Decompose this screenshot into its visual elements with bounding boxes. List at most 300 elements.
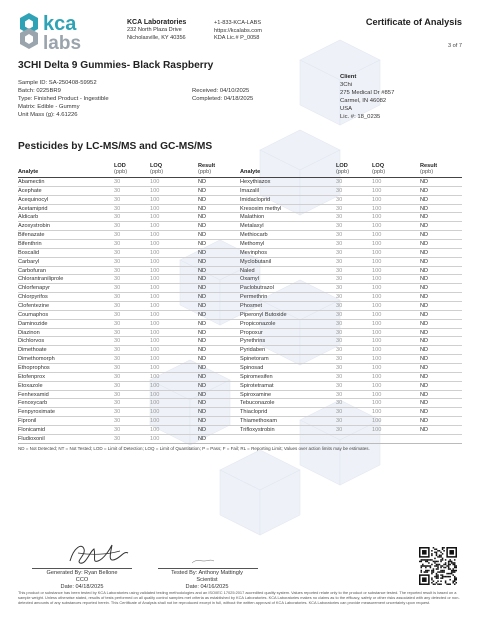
right-lod-cell: 30: [336, 329, 343, 336]
right-result-cell: ND: [420, 294, 429, 301]
left-lod-cell: 30: [114, 356, 121, 363]
left-lod-cell: 30: [114, 223, 121, 230]
right-analyte-cell: Permethrin: [240, 294, 268, 301]
table-row: [18, 311, 462, 320]
right-result-cell: ND: [420, 232, 429, 239]
header-analyte-right: Analyte: [240, 169, 261, 176]
left-loq-cell: 100: [150, 205, 160, 212]
received-date: Received: 04/10/2025: [192, 88, 250, 94]
signature-block-left: [27, 570, 137, 592]
right-loq-cell: 100: [372, 179, 382, 185]
client-license: Lic. #: 18_0235: [340, 113, 381, 120]
right-result-cell: ND: [420, 267, 429, 274]
table-row: [18, 249, 462, 258]
right-result-cell: ND: [420, 205, 429, 212]
left-analyte-cell: Acequinocyl: [18, 196, 49, 203]
left-analyte-cell: Fenhexamid: [18, 391, 49, 398]
table-row: [18, 364, 462, 373]
table-row: [18, 391, 462, 400]
left-result-cell: ND: [198, 320, 207, 327]
right-analyte-cell: Tebuconazole: [240, 400, 275, 407]
right-lod-cell: 30: [336, 249, 343, 256]
left-analyte-cell: Diazinon: [18, 329, 40, 336]
table-row: [18, 275, 462, 284]
right-analyte-cell: Pyridaben: [240, 347, 266, 354]
table-row: [18, 293, 462, 302]
hexagon-icon: [20, 13, 38, 49]
right-loq-cell: 100: [372, 196, 382, 203]
generated-by-title: CCO: [75, 577, 89, 584]
left-loq-cell: 100: [150, 179, 160, 185]
right-lod-cell: 30: [336, 382, 343, 389]
tested-by: Tested By: Anthony Mattingly: [171, 570, 243, 576]
header-lod-left: LOD (ppb): [114, 162, 128, 176]
left-lod-cell: 30: [114, 329, 121, 336]
right-analyte-cell: Pyrethrins: [240, 338, 266, 345]
left-loq-cell: 100: [150, 356, 160, 363]
left-analyte-cell: Chlorpyrifos: [18, 294, 48, 301]
generated-by: Generated By: Ryan Bellone: [46, 570, 118, 576]
left-lod-cell: 30: [114, 187, 121, 194]
right-lod-cell: 30: [336, 294, 343, 301]
left-lod-cell: 30: [114, 365, 121, 372]
right-analyte-cell: Trifloxystrobin: [240, 427, 275, 434]
left-loq-cell: 100: [150, 373, 160, 380]
disclaimer-text: This product or substance has been tested by KCA Laboratories using validated testing methodologies and an ISO/IEC 17025:2017 accredited quality system. Values reported relate only to the product or substance tested. The reported result is based on a sample weight. Unless otherwise stated, results of tests performed on all quality control samples met criteria as established by KCA Laboratories. KCA Laboratories makes no claims as to the efficacy, safety or other risks associated with any detected or non-detected amounts of any substances reported herein. This Certificate of Analysis shall not be reproduced except in full, without the written approval of KCA Laboratories. KCA Laboratories can provide measurement uncertainty upon request.: [18, 590, 460, 606]
left-lod-cell: 30: [114, 196, 121, 203]
right-lod-cell: 30: [336, 391, 343, 398]
left-result-cell: ND: [198, 338, 207, 345]
left-lod-cell: 30: [114, 347, 121, 354]
right-lod-cell: [336, 435, 372, 443]
left-lod-cell: 30: [114, 311, 121, 318]
left-analyte-cell: Fenpyroximate: [18, 409, 55, 416]
left-lod-cell: 30: [114, 294, 121, 301]
left-lod-cell: 30: [114, 400, 121, 407]
right-analyte-cell: Spinosad: [240, 365, 264, 372]
right-result-cell: ND: [420, 391, 429, 398]
right-loq-cell: 100: [372, 267, 382, 274]
right-loq-cell: 100: [372, 427, 382, 434]
right-lod-cell: 30: [336, 241, 343, 248]
left-result-cell: ND: [198, 391, 207, 398]
header-lod-right: LOD (ppb): [336, 162, 350, 176]
page-number: 3 of 7: [448, 43, 462, 49]
right-lod-cell: 30: [336, 347, 343, 354]
left-analyte-cell: Ethoprophos: [18, 365, 50, 372]
left-loq-cell: 100: [150, 311, 160, 318]
right-result-cell: ND: [420, 427, 429, 434]
right-result-cell: ND: [420, 196, 429, 203]
table-row: [18, 267, 462, 276]
right-result-cell: ND: [420, 249, 429, 256]
right-analyte-cell: Propoxur: [240, 329, 263, 336]
right-loq-cell: 100: [372, 187, 382, 194]
right-result-cell: ND: [420, 258, 429, 265]
right-result-cell: ND: [420, 303, 429, 310]
right-loq-cell: 100: [372, 294, 382, 301]
section-title: Pesticides by LC-MS/MS and GC-MS/MS: [18, 141, 213, 152]
left-loq-cell: 100: [150, 241, 160, 248]
left-analyte-cell: Coumaphos: [18, 311, 49, 318]
right-analyte-cell: Metalaxyl: [240, 223, 264, 230]
left-loq-cell: 100: [150, 267, 160, 274]
left-analyte-cell: Dimethomorph: [18, 356, 55, 363]
right-analyte-cell: Piperonyl Butoxide: [240, 311, 287, 318]
left-loq-cell: 100: [150, 187, 160, 194]
table-row: [18, 408, 462, 417]
left-loq-cell: 100: [150, 338, 160, 345]
right-result-cell: [420, 435, 462, 443]
right-loq-cell: 100: [372, 249, 382, 256]
right-analyte-cell: Methiocarb: [240, 232, 268, 239]
right-result-cell: ND: [420, 214, 429, 221]
left-result-cell: ND: [198, 187, 207, 194]
client-name: 3Chi: [340, 81, 353, 88]
table-row: [18, 231, 462, 240]
left-lod-cell: 30: [114, 303, 121, 310]
right-lod-cell: 30: [336, 427, 343, 434]
right-lod-cell: 30: [336, 232, 343, 239]
left-lod-cell: 30: [114, 418, 121, 425]
right-loq-cell: 100: [372, 373, 382, 380]
right-analyte-cell: Kresoxim methyl: [240, 205, 282, 212]
left-loq-cell: 100: [150, 303, 160, 310]
right-analyte-cell: Spirotetramat: [240, 382, 274, 389]
right-analyte-cell: Thiamethoxam: [240, 418, 277, 425]
right-analyte-cell: Propiconazole: [240, 320, 276, 327]
right-result-cell: ND: [420, 285, 429, 292]
kca-labs-logo: [18, 11, 114, 51]
left-loq-cell: 100: [150, 258, 160, 265]
table-row: [18, 329, 462, 338]
left-loq-cell: 100: [150, 347, 160, 354]
left-lod-cell: 30: [114, 232, 121, 239]
right-result-cell: ND: [420, 356, 429, 363]
right-loq-cell: 100: [372, 391, 382, 398]
right-analyte-cell: Myclobutanil: [240, 258, 272, 265]
left-loq-cell: 100: [150, 223, 160, 230]
left-loq-cell: 100: [150, 365, 160, 372]
client-block: [340, 74, 394, 121]
legend-divider: [18, 443, 462, 444]
right-lod-cell: 30: [336, 205, 343, 212]
left-lod-cell: 30: [114, 267, 121, 274]
left-result-cell: ND: [198, 303, 207, 310]
table-row: [18, 258, 462, 267]
table-row: [18, 337, 462, 346]
right-analyte-cell: Imazalil: [240, 187, 259, 194]
right-lod-cell: 30: [336, 267, 343, 274]
left-lod-cell: 30: [114, 338, 121, 345]
table-row: [18, 373, 462, 382]
right-loq-cell: 100: [372, 311, 382, 318]
right-analyte-cell: Methomyl: [240, 241, 265, 248]
logo-text-bottom: labs: [43, 33, 82, 51]
left-result-cell: ND: [198, 311, 207, 318]
left-lod-cell: 30: [114, 205, 121, 212]
left-analyte-cell: Chlorfenapyr: [18, 285, 51, 292]
table-row: [18, 187, 462, 196]
right-lod-cell: 30: [336, 223, 343, 230]
qr-code-icon[interactable]: [419, 547, 457, 585]
right-lod-cell: 30: [336, 214, 343, 221]
right-lod-cell: 30: [336, 285, 343, 292]
right-result-cell: ND: [420, 320, 429, 327]
right-loq-cell: 100: [372, 205, 382, 212]
left-result-cell: ND: [198, 382, 207, 389]
right-result-cell: ND: [420, 329, 429, 336]
table-body: [18, 178, 462, 444]
left-lod-cell: 30: [114, 179, 121, 185]
right-loq-cell: [372, 435, 420, 443]
right-loq-cell: 100: [372, 232, 382, 239]
table-row: [18, 213, 462, 222]
table-row: [18, 196, 462, 205]
right-result-cell: ND: [420, 382, 429, 389]
tested-by-title: Scientist: [196, 577, 218, 584]
left-result-cell: ND: [198, 435, 207, 442]
right-lod-cell: 30: [336, 187, 343, 194]
client-country: USA: [340, 105, 353, 112]
left-result-cell: ND: [198, 241, 207, 248]
left-result-cell: ND: [198, 373, 207, 380]
left-analyte-cell: Bifenthrin: [18, 241, 42, 248]
right-result-cell: ND: [420, 409, 429, 416]
table-row: [18, 355, 462, 364]
right-loq-cell: 100: [372, 303, 382, 310]
left-loq-cell: 100: [150, 400, 160, 407]
right-lod-cell: 30: [336, 400, 343, 407]
left-result-cell: ND: [198, 258, 207, 265]
left-lod-cell: 30: [114, 258, 121, 265]
lab-name: KCA Laboratories: [127, 19, 187, 26]
right-analyte-cell: Oxamyl: [240, 276, 259, 283]
left-lod-cell: 30: [114, 320, 121, 327]
right-analyte-cell: Paclobutrazol: [240, 285, 274, 292]
left-result-cell: ND: [198, 249, 207, 256]
table-header: [18, 160, 462, 178]
right-lod-cell: 30: [336, 418, 343, 425]
table-row: [18, 222, 462, 231]
left-lod-cell: 30: [114, 382, 121, 389]
right-lod-cell: 30: [336, 338, 343, 345]
left-analyte-cell: Acephate: [18, 187, 42, 194]
left-loq-cell: 100: [150, 285, 160, 292]
right-lod-cell: 30: [336, 179, 343, 185]
unit-mass: Unit Mass (g): 4.61226: [18, 111, 78, 118]
tested-by-date: Date: 04/16/2025: [185, 584, 229, 591]
right-loq-cell: 100: [372, 258, 382, 265]
right-loq-cell: 100: [372, 400, 382, 407]
sample-type: Type: Finished Product - Ingestible: [18, 95, 109, 102]
client-city: Carmel, IN 46082: [340, 97, 387, 104]
left-lod-cell: 30: [114, 391, 121, 398]
header-result-left: Result (ppb): [198, 162, 216, 176]
right-loq-cell: 100: [372, 365, 382, 372]
right-lod-cell: 30: [336, 276, 343, 283]
right-lod-cell: 30: [336, 356, 343, 363]
left-loq-cell: 100: [150, 391, 160, 398]
table-row: [18, 284, 462, 293]
right-analyte-cell: Spinetoram: [240, 356, 269, 363]
left-analyte-cell: Fenoxycarb: [18, 400, 48, 407]
signature-block-right: [152, 570, 262, 592]
lab-address-line2: Nicholasville, KY 40356: [127, 34, 186, 41]
lab-phone: +1-833-KCA-LABS: [214, 20, 262, 26]
lab-address-block: [127, 18, 186, 42]
left-analyte-cell: Dimethoate: [18, 347, 47, 354]
right-lod-cell: 30: [336, 311, 343, 318]
left-lod-cell: 30: [114, 241, 121, 248]
right-lod-cell: 30: [336, 320, 343, 327]
left-result-cell: ND: [198, 409, 207, 416]
right-analyte-cell: Naled: [240, 267, 255, 274]
left-analyte-cell: Dichlorvos: [18, 338, 45, 345]
right-result-cell: ND: [420, 418, 429, 425]
right-loq-cell: 100: [372, 347, 382, 354]
left-result-cell: ND: [198, 179, 207, 185]
right-result-cell: ND: [420, 347, 429, 354]
left-lod-cell: 30: [114, 249, 121, 256]
batch: Batch: 0225BR9: [18, 87, 61, 94]
table-row: [18, 426, 462, 435]
right-loq-cell: 100: [372, 276, 382, 283]
table-row: [18, 240, 462, 249]
left-result-cell: ND: [198, 294, 207, 301]
left-loq-cell: 100: [150, 320, 160, 327]
signature-ryan-bellone: [50, 537, 160, 569]
left-result-cell: ND: [198, 329, 207, 336]
left-analyte-cell: Clofentezine: [18, 303, 50, 310]
client-street: 275 Medical Dr #857: [340, 89, 395, 96]
right-loq-cell: 100: [372, 329, 382, 336]
left-loq-cell: 100: [150, 249, 160, 256]
logo-text-top: kca: [43, 13, 77, 35]
header-loq-left: LOQ (ppb): [150, 162, 164, 176]
left-loq-cell: 100: [150, 329, 160, 336]
header-loq-right: LOQ (ppb): [372, 162, 386, 176]
left-analyte-cell: Boscalid: [18, 249, 40, 256]
right-lod-cell: 30: [336, 409, 343, 416]
dates-block: [192, 88, 253, 104]
right-loq-cell: 100: [372, 418, 382, 425]
right-result-cell: ND: [420, 241, 429, 248]
left-analyte-cell: Fludioxonil: [18, 435, 45, 442]
right-analyte-cell: Malathion: [240, 214, 265, 221]
right-result-cell: ND: [420, 373, 429, 380]
right-analyte-cell: Spiroxamine: [240, 391, 272, 398]
left-result-cell: ND: [198, 205, 207, 212]
table-row: [18, 302, 462, 311]
right-result-cell: ND: [420, 179, 429, 185]
right-loq-cell: 100: [372, 214, 382, 221]
header-result-right: Result (ppb): [420, 162, 438, 176]
left-result-cell: ND: [198, 365, 207, 372]
right-result-cell: ND: [420, 365, 429, 372]
right-loq-cell: 100: [372, 320, 382, 327]
left-result-cell: ND: [198, 214, 207, 221]
left-loq-cell: 100: [150, 418, 160, 425]
right-lod-cell: 30: [336, 196, 343, 203]
left-analyte-cell: Carbaryl: [18, 258, 40, 265]
left-lod-cell: 30: [114, 373, 121, 380]
lab-license: KDA Lic.# P_0058: [214, 35, 260, 42]
sample-id: Sample ID: SA-250408-59952: [18, 80, 97, 86]
signature-line-left: [32, 568, 132, 569]
left-loq-cell: 100: [150, 382, 160, 389]
right-analyte-cell: Imidacloprid: [240, 196, 271, 203]
left-analyte-cell: Daminozide: [18, 320, 48, 327]
right-loq-cell: 100: [372, 223, 382, 230]
document-title: Certificate of Analysis: [365, 17, 462, 27]
left-loq-cell: 100: [150, 276, 160, 283]
signature-line-right: [158, 568, 258, 569]
table-row: [18, 382, 462, 391]
left-result-cell: ND: [198, 267, 207, 274]
left-result-cell: ND: [198, 347, 207, 354]
table-row: [18, 399, 462, 408]
right-result-cell: ND: [420, 338, 429, 345]
left-analyte-cell: Etoxazole: [18, 382, 43, 389]
right-result-cell: ND: [420, 187, 429, 194]
left-lod-cell: 30: [114, 214, 121, 221]
left-lod-cell: 30: [114, 427, 121, 434]
right-loq-cell: 100: [372, 241, 382, 248]
left-result-cell: ND: [198, 427, 207, 434]
header-analyte-left: Analyte: [18, 169, 39, 176]
left-lod-cell: 30: [114, 435, 121, 442]
lab-website: https://kcalabs.com: [214, 27, 262, 34]
left-lod-cell: 30: [114, 409, 121, 416]
left-loq-cell: 100: [150, 294, 160, 301]
left-analyte-cell: Abamectin: [18, 179, 45, 185]
left-loq-cell: 100: [150, 435, 160, 442]
right-lod-cell: 30: [336, 373, 343, 380]
right-result-cell: ND: [420, 223, 429, 230]
left-lod-cell: 30: [114, 285, 121, 292]
left-analyte-cell: Fipronil: [18, 418, 37, 425]
left-result-cell: ND: [198, 418, 207, 425]
lab-contact-block: [214, 20, 262, 43]
matrix: Matrix: Edible - Gummy: [18, 103, 80, 110]
legend-text: ND = Not Detected; NT = Not Tested; LOD = Limit of Detection; LOQ = Limit of Quantitation; P = Pass; F = Fail; RL = Reporting Limit; Values over action limits may be estimates.: [18, 446, 370, 451]
client-heading: Client: [340, 74, 357, 80]
left-analyte-cell: Acetamiprid: [18, 205, 48, 212]
left-result-cell: ND: [198, 285, 207, 292]
product-title: 3CHI Delta 9 Gummies- Black Raspberry: [18, 60, 214, 71]
right-loq-cell: 100: [372, 338, 382, 345]
left-loq-cell: 100: [150, 214, 160, 221]
right-analyte-cell: [240, 435, 336, 443]
sample-info-block: [18, 80, 109, 120]
left-loq-cell: 100: [150, 232, 160, 239]
right-analyte-cell: Hexythiazox: [240, 179, 271, 185]
left-analyte-cell: Carbofuran: [18, 267, 46, 274]
right-lod-cell: 30: [336, 365, 343, 372]
left-lod-cell: 30: [114, 276, 121, 283]
table-row: [18, 178, 462, 187]
generated-by-date: Date: 04/18/2025: [60, 584, 104, 591]
left-loq-cell: 100: [150, 409, 160, 416]
left-result-cell: ND: [198, 223, 207, 230]
right-result-cell: ND: [420, 400, 429, 407]
table-row: [18, 205, 462, 214]
left-analyte-cell: Azoxystrobin: [18, 223, 51, 230]
left-loq-cell: 100: [150, 427, 160, 434]
right-analyte-cell: Thiacloprid: [240, 409, 268, 416]
right-lod-cell: 30: [336, 303, 343, 310]
